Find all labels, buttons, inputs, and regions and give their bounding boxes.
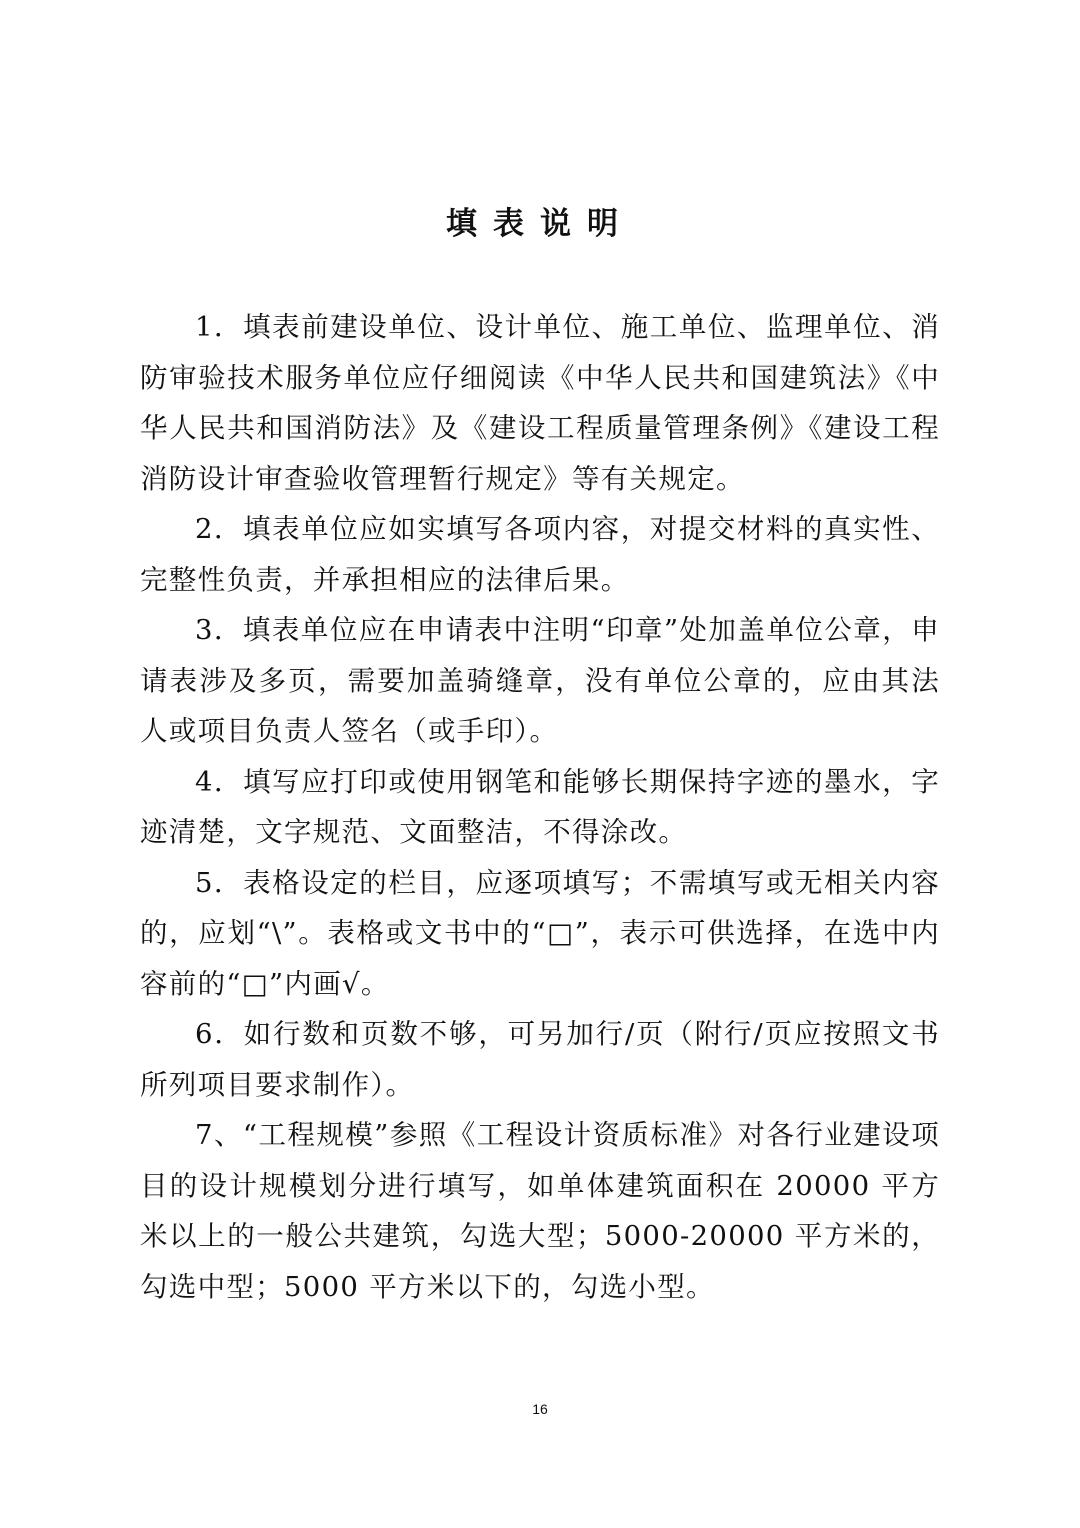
instruction-paragraph-5: 5．表格设定的栏目，应逐项填写；不需填写或无相关内容的，应划“\”。表格或文书中的“□”，表示可供选择，在选中内容前的“□”内画√。 <box>140 866 940 1000</box>
instruction-paragraph-4: 4．填写应打印或使用钢笔和能够长期保持字迹的墨水，字迹清楚，文字规范、文面整洁，不得涂改。 <box>140 765 940 848</box>
instruction-paragraph-3: 3．填表单位应在申请表中注明“印章”处加盖单位公章，申请表涉及多页，需要加盖骑缝章，没有单位公章的，应由其法人或项目负责人签名（或手印）。 <box>140 614 940 747</box>
instructions-body <box>140 302 940 1312</box>
page-title: 填表说明 <box>446 206 634 242</box>
instruction-paragraph-1: 1．填表前建设单位、设计单位、施工单位、监理单位、消防审验技术服务单位应仔细阅读《中华人民共和国建筑法》《中华人民共和国消防法》及《建设工程质量管理条例》《建设工程消防设计审查验收管理暂行规定》等有关规定。 <box>140 311 940 495</box>
page-number: 16 <box>532 1401 548 1417</box>
instruction-paragraph-7: 7、“工程规模”参照《工程设计资质标准》对各行业建设项目的设计规模划分进行填写，如单体建筑面积在 20000 平方米以上的一般公共建筑，勾选大型；5000-20000 平方米的，勾选中型；5000 平方米以下的，勾选小型。 <box>140 1119 940 1303</box>
instruction-paragraph-2: 2．填表单位应如实填写各项内容，对提交材料的真实性、完整性负责，并承担相应的法律后果。 <box>140 513 940 596</box>
instruction-paragraph-6: 6．如行数和页数不够，可另加行/页（附行/页应按照文书所列项目要求制作）。 <box>140 1018 940 1101</box>
